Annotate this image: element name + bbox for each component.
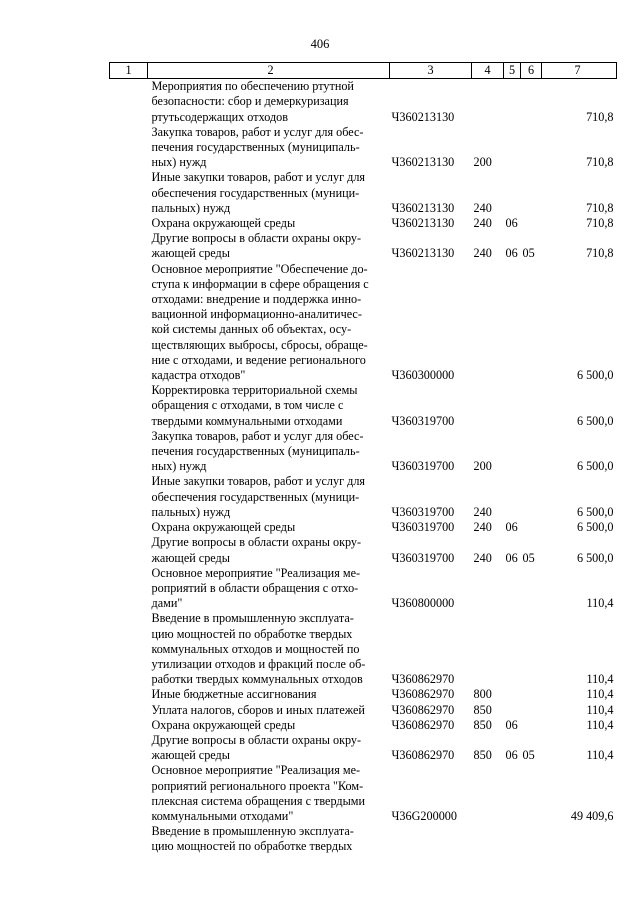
- row-section: 06: [505, 550, 518, 565]
- table-row: [110, 170, 617, 216]
- description-line: Охрана окружающей среды: [151, 216, 296, 231]
- row-expense-type: [472, 824, 504, 854]
- row-expense-type: [472, 763, 504, 824]
- row-expense-type: 240: [473, 216, 492, 231]
- row-target-article-code: Ч360862970: [391, 717, 455, 732]
- table-row: [110, 733, 617, 763]
- description-line: коммунальных отходов и мощностей по: [151, 641, 360, 656]
- description-line: твердыми коммунальными отходами: [151, 413, 343, 428]
- row-subsection: [521, 718, 542, 733]
- row-section: [504, 611, 521, 687]
- row-description: [148, 520, 390, 535]
- table-row: [110, 763, 617, 824]
- description-line: работки твердых коммунальных отходов: [151, 672, 363, 687]
- row-col-1: [110, 170, 148, 216]
- row-expense-type: [472, 262, 504, 384]
- row-amount: 710,8: [586, 216, 614, 231]
- description-line: жающей среды: [151, 246, 230, 261]
- row-amount: 6 500,0: [576, 550, 614, 565]
- description-line: Охрана окружающей среды: [151, 717, 296, 732]
- table-row: [110, 79, 617, 125]
- description-line: роприятий в области обращения с отхо-: [151, 580, 359, 595]
- row-section: 06: [505, 216, 518, 231]
- row-expense-type: 850: [473, 717, 492, 732]
- row-amount: 6 500,0: [576, 520, 614, 535]
- row-expense-type: [472, 79, 504, 125]
- row-subsection: [521, 125, 542, 171]
- description-line: Уплата налогов, сборов и иных платежей: [151, 702, 365, 717]
- row-subsection: 05: [522, 246, 535, 261]
- description-line: ние с отходами, и ведение регионального: [151, 352, 366, 367]
- row-target-article-code: Ч360213130: [391, 246, 455, 261]
- row-expense-type: 240: [473, 200, 492, 215]
- row-subsection: [521, 429, 542, 475]
- row-expense-type: [472, 611, 504, 687]
- table-row: [110, 231, 617, 261]
- description-line: ществляющих выбросы, сбросы, обраще-: [151, 337, 368, 352]
- row-section: [504, 429, 521, 475]
- table-row: [110, 125, 617, 171]
- row-description: [148, 718, 390, 733]
- row-amount: 710,8: [586, 246, 614, 261]
- description-line: Другие вопросы в области охраны окру-: [151, 231, 362, 246]
- description-line: жающей среды: [151, 550, 230, 565]
- row-col-1: [110, 824, 148, 854]
- row-amount: 110,4: [586, 687, 614, 702]
- description-line: Основное мероприятие "Реализация ме-: [151, 763, 361, 778]
- row-amount: 110,4: [586, 702, 614, 717]
- header-col-1: 1: [110, 63, 148, 79]
- row-target-article-code: Ч360300000: [391, 368, 455, 383]
- row-expense-type: [472, 566, 504, 612]
- row-expense-type: 800: [473, 687, 492, 702]
- row-subsection: [521, 687, 542, 702]
- header-col-2: 2: [148, 63, 390, 79]
- row-description: [148, 231, 390, 261]
- row-section: [504, 262, 521, 384]
- row-expense-type: [472, 383, 504, 429]
- row-section: 06: [505, 520, 518, 535]
- description-line: Иные бюджетные ассигнования: [151, 687, 317, 702]
- row-target-article-code: Ч360862970: [391, 672, 455, 687]
- row-subsection: [521, 383, 542, 429]
- row-target-article-code: Ч360862970: [391, 748, 455, 763]
- row-col-1: [110, 611, 148, 687]
- row-target-article-code: Ч360213130: [391, 109, 455, 124]
- description-line: ных) нужд: [151, 459, 207, 474]
- table-header-row: [110, 63, 617, 79]
- row-amount: 710,8: [586, 109, 614, 124]
- description-line: ртутьсодержащих отходов: [151, 109, 288, 124]
- row-subsection: 05: [522, 550, 535, 565]
- row-col-1: [110, 474, 148, 520]
- row-description: [148, 763, 390, 824]
- description-line: Иные закупки товаров, работ и услуг для: [151, 170, 366, 185]
- row-target-article-code: Ч360319700: [391, 550, 455, 565]
- description-line: плексная система обращения с твердыми: [151, 793, 366, 808]
- row-subsection: [521, 520, 542, 535]
- description-line: жающей среды: [151, 748, 230, 763]
- table-row: [110, 703, 617, 718]
- table-row: [110, 474, 617, 520]
- row-target-article-code: Ч360213130: [391, 155, 455, 170]
- row-target-article-code: Ч360862970: [391, 702, 455, 717]
- row-amount: 710,8: [586, 200, 614, 215]
- description-line: Иные закупки товаров, работ и услуг для: [151, 474, 366, 489]
- description-line: Закупка товаров, работ и услуг для обес-: [151, 124, 364, 139]
- description-line: Другие вопросы в области охраны окру-: [151, 535, 362, 550]
- table-row: [110, 687, 617, 702]
- row-section: [504, 824, 521, 854]
- row-target-article-code: Ч360800000: [391, 596, 455, 611]
- row-description: [148, 733, 390, 763]
- row-section: [504, 79, 521, 125]
- row-subsection: [521, 566, 542, 612]
- table-row: [110, 216, 617, 231]
- description-line: Корректировка территориальной схемы: [151, 383, 358, 398]
- description-line: Закупка товаров, работ и услуг для обес-: [151, 428, 364, 443]
- row-target-article-code: Ч360862970: [391, 687, 455, 702]
- table-row: [110, 824, 617, 854]
- row-section: 06: [505, 246, 518, 261]
- row-amount: 49 409,6: [570, 808, 614, 823]
- row-amount: 110,4: [586, 748, 614, 763]
- row-col-1: [110, 216, 148, 231]
- row-section: [504, 687, 521, 702]
- description-line: Мероприятия по обеспечению ртутной: [151, 79, 354, 94]
- row-description: [148, 611, 390, 687]
- description-line: безопасности: сбор и демеркуризация: [151, 94, 349, 109]
- description-line: обращения с отходами, в том числе с: [151, 398, 344, 413]
- row-description: [148, 703, 390, 718]
- row-description: [148, 383, 390, 429]
- budget-table: [109, 62, 617, 855]
- row-amount: 110,4: [586, 717, 614, 732]
- row-expense-type: 240: [473, 520, 492, 535]
- row-amount: [542, 824, 617, 854]
- row-col-1: [110, 763, 148, 824]
- row-expense-type: 200: [473, 459, 492, 474]
- description-line: Другие вопросы в области охраны окру-: [151, 732, 362, 747]
- header-col-6: 6: [521, 63, 542, 79]
- row-col-1: [110, 566, 148, 612]
- row-col-1: [110, 231, 148, 261]
- description-line: утилизации отходов и фракций после об-: [151, 656, 366, 671]
- row-section: [504, 474, 521, 520]
- description-line: цию мощностей по обработке твердых: [151, 626, 353, 641]
- row-amount: 6 500,0: [576, 459, 614, 474]
- page-number: 406: [310, 37, 330, 51]
- row-amount: 6 500,0: [576, 413, 614, 428]
- description-line: цию мощностей по обработке твердых: [151, 839, 353, 854]
- row-amount: 6 500,0: [576, 504, 614, 519]
- description-line: ступа к информации в сфере обращения с: [151, 276, 369, 291]
- table-row: [110, 383, 617, 429]
- table-row: [110, 718, 617, 733]
- row-target-article-code: Ч360319700: [391, 520, 455, 535]
- table-row: [110, 535, 617, 565]
- table-row: [110, 611, 617, 687]
- row-section: [504, 170, 521, 216]
- description-line: обеспечения государственных (муници-: [151, 489, 360, 504]
- description-line: вационной информационно-аналитичес-: [151, 307, 362, 322]
- row-col-1: [110, 733, 148, 763]
- description-line: Введение в промышленную эксплуата-: [151, 824, 354, 839]
- row-col-1: [110, 79, 148, 125]
- row-col-1: [110, 535, 148, 565]
- row-expense-type: 850: [473, 702, 492, 717]
- row-col-1: [110, 125, 148, 171]
- row-col-1: [110, 687, 148, 702]
- table-row: [110, 262, 617, 384]
- row-expense-type: 240: [473, 504, 492, 519]
- row-subsection: [521, 216, 542, 231]
- row-col-1: [110, 383, 148, 429]
- description-line: ных) нужд: [151, 155, 207, 170]
- header-col-3: 3: [390, 63, 472, 79]
- row-target-article-code: Ч360213130: [391, 200, 455, 215]
- row-target-article-code: Ч360319700: [391, 504, 455, 519]
- description-line: отходами: внедрение и поддержка инно-: [151, 292, 362, 307]
- row-description: [148, 566, 390, 612]
- row-amount: 6 500,0: [576, 368, 614, 383]
- description-line: кой системы данных об объектах, осу-: [151, 322, 352, 337]
- description-line: коммунальными отходами": [151, 808, 294, 823]
- row-target-article-code: Ч360213130: [391, 216, 455, 231]
- row-col-1: [110, 429, 148, 475]
- row-col-1: [110, 718, 148, 733]
- description-line: кадастра отходов": [151, 368, 246, 383]
- row-section: 06: [505, 717, 518, 732]
- row-subsection: 05: [522, 748, 535, 763]
- description-line: обеспечения государственных (муници-: [151, 185, 360, 200]
- description-line: пальных) нужд: [151, 200, 231, 215]
- row-subsection: [521, 170, 542, 216]
- row-subsection: [521, 262, 542, 384]
- row-expense-type: 200: [473, 155, 492, 170]
- description-line: Введение в промышленную эксплуата-: [151, 611, 354, 626]
- row-section: [504, 566, 521, 612]
- row-col-1: [110, 262, 148, 384]
- row-subsection: [521, 79, 542, 125]
- row-col-1: [110, 520, 148, 535]
- header-col-7: 7: [542, 63, 617, 79]
- row-target-article-code: Ч360319700: [391, 459, 455, 474]
- row-subsection: [521, 703, 542, 718]
- row-description: [148, 170, 390, 216]
- row-amount: 710,8: [586, 155, 614, 170]
- row-section: 06: [505, 748, 518, 763]
- table-row: [110, 429, 617, 475]
- description-line: пальных) нужд: [151, 504, 231, 519]
- row-description: [148, 429, 390, 475]
- row-amount: 110,4: [586, 672, 614, 687]
- description-line: дами": [151, 596, 183, 611]
- description-line: печения государственных (муниципаль-: [151, 444, 360, 459]
- table-row: [110, 566, 617, 612]
- row-description: [148, 262, 390, 384]
- description-line: Основное мероприятие "Реализация ме-: [151, 565, 361, 580]
- row-amount: 110,4: [586, 596, 614, 611]
- row-subsection: [521, 611, 542, 687]
- row-target-article-code: [390, 824, 472, 854]
- row-description: [148, 535, 390, 565]
- row-section: [504, 763, 521, 824]
- row-description: [148, 687, 390, 702]
- row-expense-type: 240: [473, 246, 492, 261]
- description-line: Основное мероприятие "Обеспечение до-: [151, 261, 368, 276]
- row-col-1: [110, 703, 148, 718]
- row-target-article-code: Ч360319700: [391, 413, 455, 428]
- description-line: печения государственных (муниципаль-: [151, 140, 360, 155]
- row-description: [148, 474, 390, 520]
- row-description: [148, 79, 390, 125]
- row-subsection: [521, 474, 542, 520]
- header-col-4: 4: [472, 63, 504, 79]
- row-description: [148, 824, 390, 854]
- table-row: [110, 520, 617, 535]
- row-section: [504, 383, 521, 429]
- row-section: [504, 703, 521, 718]
- description-line: Охрана окружающей среды: [151, 520, 296, 535]
- row-section: [504, 125, 521, 171]
- row-description: [148, 125, 390, 171]
- row-target-article-code: Ч36G200000: [391, 808, 457, 823]
- header-col-5: 5: [504, 63, 521, 79]
- description-line: роприятий регионального проекта "Ком-: [151, 778, 364, 793]
- row-description: [148, 216, 390, 231]
- row-expense-type: 240: [473, 550, 492, 565]
- row-subsection: [521, 824, 542, 854]
- row-subsection: [521, 763, 542, 824]
- row-expense-type: 850: [473, 748, 492, 763]
